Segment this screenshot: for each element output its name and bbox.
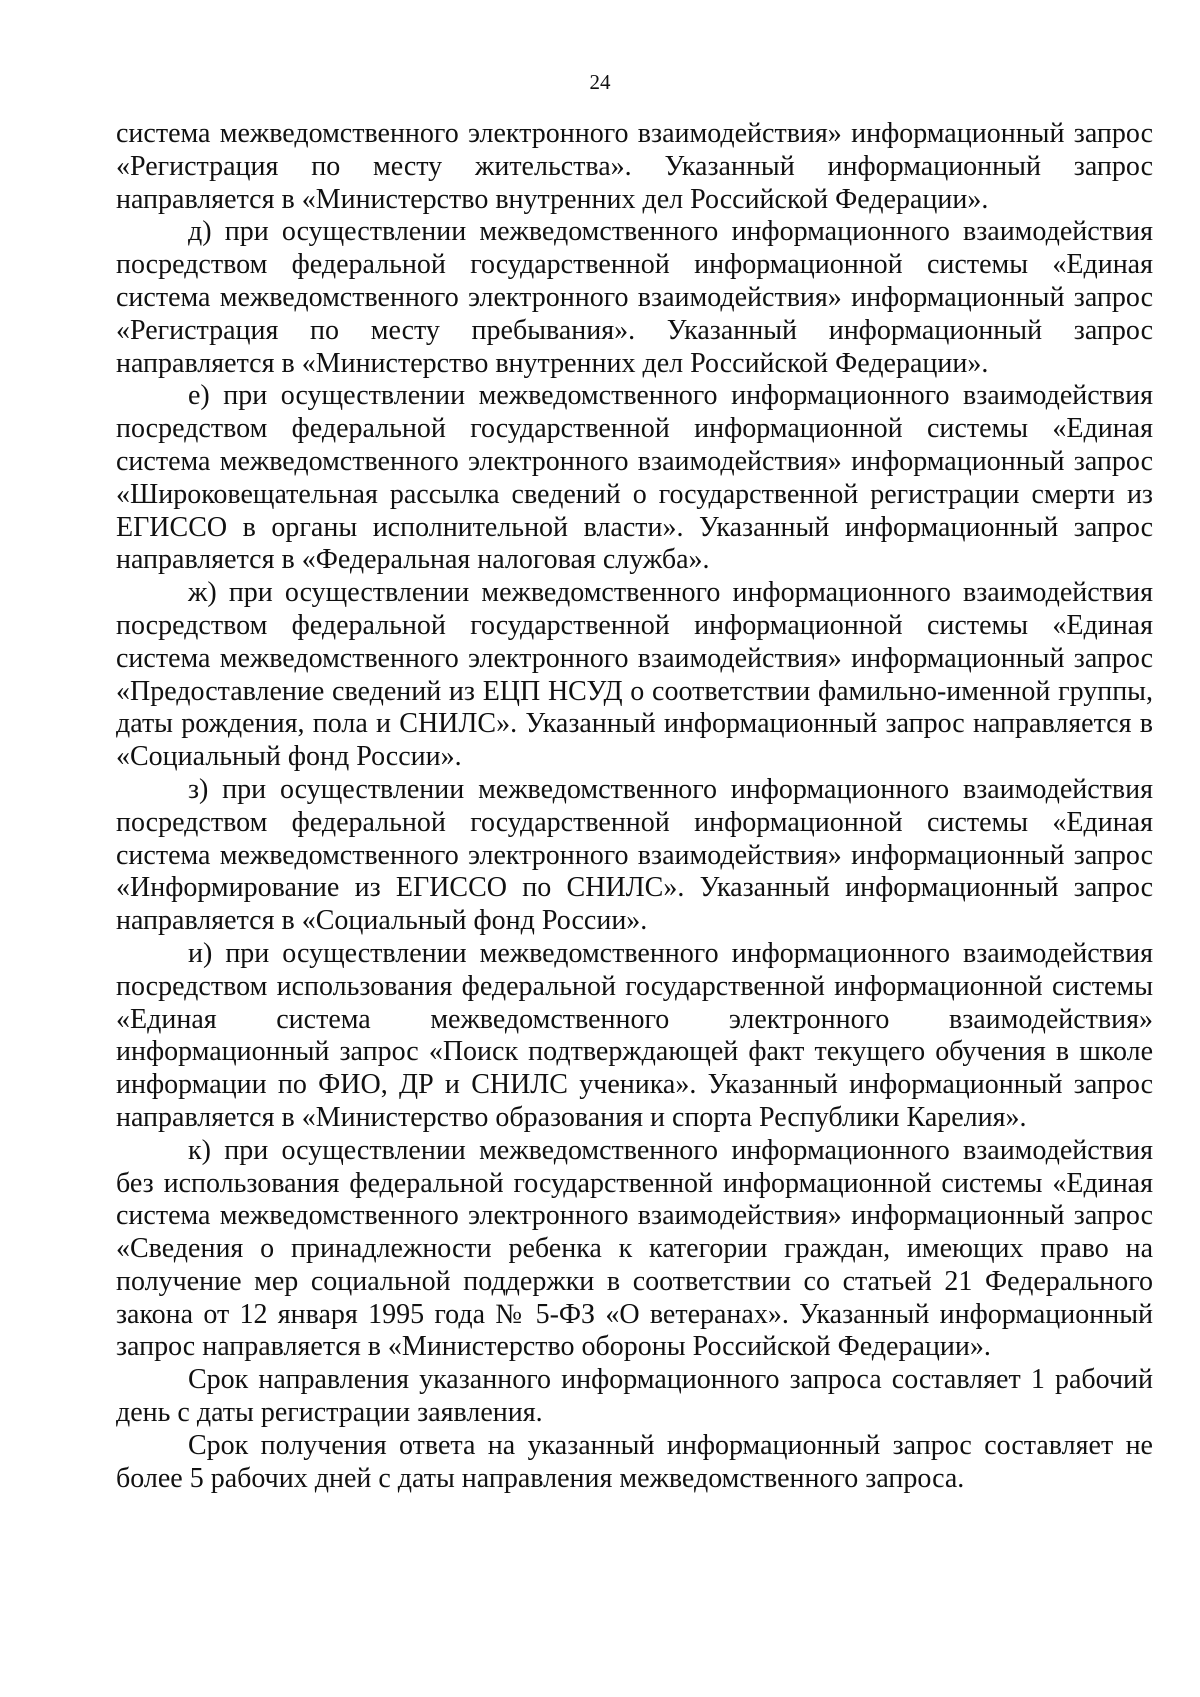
page-number: 24 — [589, 70, 611, 94]
paragraph-item-e: е) при осуществлении межведомственного информационного взаимодействия посредством федеральной государственной информационной системы «Единая система межведомственного электронного взаимодействия» информационный запрос «Широковещательная рассылка сведений о государственной регистрации смерти из ЕГИССО в органы исполнительной власти». Указанный информационный запрос направляется в «Федеральная налоговая служба». — [116, 380, 1153, 576]
paragraph-request-deadline: Срок направления указанного информационного запроса составляет 1 рабочий день с даты регистрации заявления. — [116, 1364, 1153, 1429]
paragraph-response-deadline: Срок получения ответа на указанный информационный запрос составляет не более 5 рабочих дней с даты направления межведомственного запроса. — [116, 1429, 1153, 1494]
document-body — [116, 118, 1153, 1495]
paragraph-item-k: к) при осуществлении межведомственного информационного взаимодействия без использования федеральной государственной информационной системы «Единая система межведомственного электронного взаимодействия» информационный запрос «Сведения о принадлежности ребенка к категории граждан, имеющих право на получение мер социальной поддержки в соответствии со статьей 21 Федерального закона от 12 января 1995 года № 5-ФЗ «О ветеранах». Указанный информационный запрос направляется в «Министерство обороны Российской Федерации». — [116, 1134, 1153, 1363]
paragraph-item-z: з) при осуществлении межведомственного информационного взаимодействия посредством федеральной государственной информационной системы «Единая система межведомственного электронного взаимодействия» информационный запрос «Информирование из ЕГИССО по СНИЛС». Указанный информационный запрос направляется в «Социальный фонд России». — [116, 773, 1153, 937]
paragraph-item-i: и) при осуществлении межведомственного информационного взаимодействия посредством использования федеральной государственной информационной системы «Единая система межведомственного электронного взаимодействия» информационный запрос «Поиск подтверждающей факт текущего обучения в школе информации по ФИО, ДР и СНИЛС ученика». Указанный информационный запрос направляется в «Министерство образования и спорта Республики Карелия». — [116, 937, 1153, 1133]
paragraph-item-zh: ж) при осуществлении межведомственного информационного взаимодействия посредством федеральной государственной информационной системы «Единая система межведомственного электронного взаимодействия» информационный запрос «Предоставление сведений из ЕЦП НСУД о соответствии фамильно-именной группы, даты рождения, пола и СНИЛС». Указанный информационный запрос направляется в «Социальный фонд России». — [116, 577, 1153, 773]
paragraph-continuation: система межведомственного электронного взаимодействия» информационный запрос «Регистрация по месту жительства». Указанный информационный запрос направляется в «Министерство внутренних дел Российской Федерации». — [116, 118, 1153, 215]
paragraph-item-d: д) при осуществлении межведомственного информационного взаимодействия посредством федеральной государственной информационной системы «Единая система межведомственного электронного взаимодействия» информационный запрос «Регистрация по месту пребывания». Указанный информационный запрос направляется в «Министерство внутренних дел Российской Федерации». — [116, 216, 1153, 379]
